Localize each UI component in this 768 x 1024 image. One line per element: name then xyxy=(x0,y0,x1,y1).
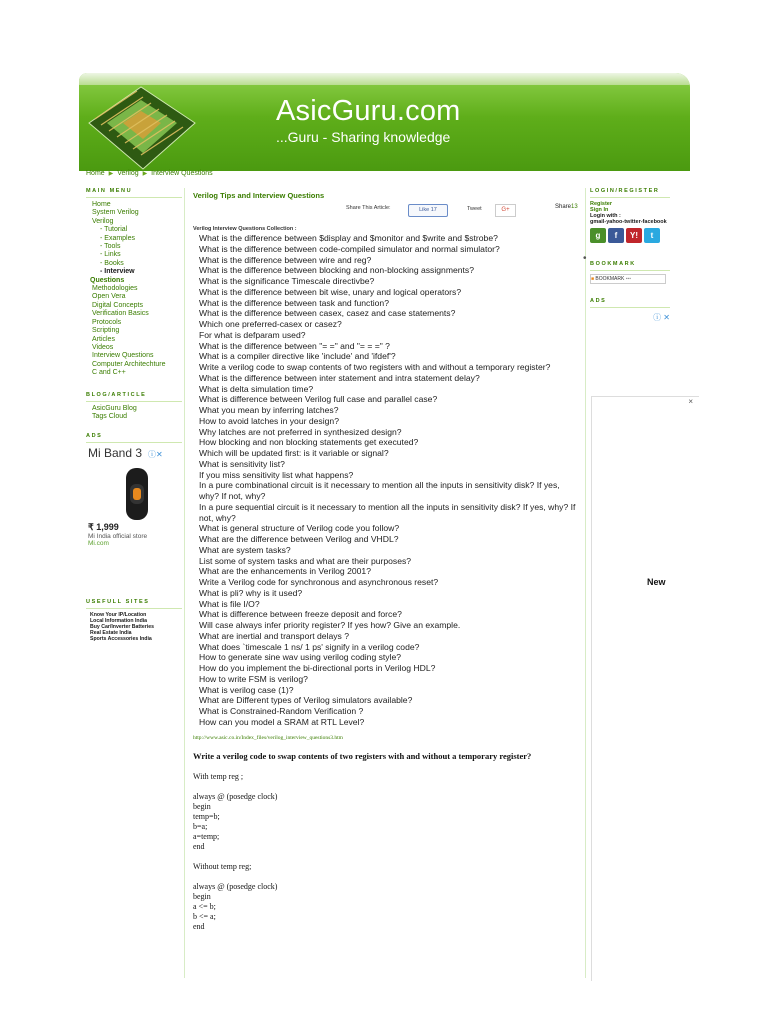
login-with-label: Login with : xyxy=(590,213,621,219)
question-list xyxy=(199,233,579,728)
question-item[interactable]: Write a verilog code to swap contents of two registers with and without a temporary register? xyxy=(199,362,551,372)
facebook-like-button[interactable]: Like 17 xyxy=(408,204,448,217)
google-icon[interactable]: g xyxy=(590,228,606,243)
question-item[interactable]: How blocking and non blocking statements get executed? xyxy=(199,437,419,448)
with-temp-code: always @ (posedge clock) begin temp=b; b=a; a=temp; end xyxy=(193,792,278,851)
menu-item[interactable]: - Examples xyxy=(100,234,136,242)
login-providers: gmail-yahoo-twitter-facebook xyxy=(590,219,667,225)
signin-link[interactable]: Sign In xyxy=(590,207,609,213)
menu-item[interactable]: Digital Concepts xyxy=(92,301,143,309)
ad-title[interactable]: Mi Band 3 xyxy=(88,446,143,461)
menu-item[interactable]: Questions xyxy=(90,276,125,284)
adchoices-icon[interactable]: ⓘ ✕ xyxy=(653,313,670,322)
share-label: Share This Article: xyxy=(346,205,391,211)
blog-link-tags[interactable]: Tags Cloud xyxy=(92,412,128,420)
question-item[interactable]: In a pure combinational circuit is it necessary to mention all the inputs in sensitivity disk? If yes, why? If not, why? xyxy=(199,480,560,501)
share-label-2: Share xyxy=(555,204,572,210)
menu-item[interactable]: System Verilog xyxy=(92,209,139,217)
question-item[interactable]: What is the difference between task and function? xyxy=(199,297,389,308)
left-sidebar xyxy=(86,188,182,642)
question-item[interactable]: What are system tasks? xyxy=(199,544,291,555)
question-item[interactable]: What is the difference between "= =" and "= = =" ? xyxy=(199,340,390,351)
breadcrumb-verilog[interactable]: Verilog xyxy=(117,170,139,177)
menu-item[interactable]: - Interview xyxy=(100,268,135,276)
menu-item[interactable]: Verilog xyxy=(92,217,114,225)
with-temp-label: With temp reg ; xyxy=(193,772,244,781)
menu-item[interactable]: - Tutorial xyxy=(100,226,128,234)
question-item[interactable]: What is sensitivity list? xyxy=(199,458,285,469)
twitter-icon[interactable]: t xyxy=(644,228,660,243)
bookmark-button[interactable] xyxy=(590,274,666,284)
register-link[interactable]: Register xyxy=(590,201,613,207)
ad-new-label: New xyxy=(647,577,666,587)
question-item[interactable]: For what is defparam used? xyxy=(199,329,306,340)
chevron-right-icon: ▶ xyxy=(108,171,114,177)
useful-site-link[interactable]: Real Estate India xyxy=(90,630,132,637)
menu-item[interactable]: Home xyxy=(92,201,111,208)
question-item[interactable]: What are inertial and transport delays ? xyxy=(199,630,349,641)
site-title[interactable]: AsicGuru.com xyxy=(276,95,461,127)
question-item[interactable]: Which will be updated first: is it variable or signal? xyxy=(199,448,389,458)
without-temp-code: always @ (posedge clock) begin a <= b; b <= a; end xyxy=(193,882,278,931)
menu-item[interactable]: Open Vera xyxy=(92,293,126,301)
question-item[interactable]: What is the difference between inter statement and intra statement delay? xyxy=(199,372,480,383)
without-temp-label: Without temp reg; xyxy=(193,862,252,871)
menu-item[interactable]: - Books xyxy=(100,259,124,267)
site-banner xyxy=(79,73,690,171)
question-item[interactable]: Which one preferred-casex or casez? xyxy=(199,319,342,329)
question-item[interactable]: What is pli? why is it used? xyxy=(199,587,303,598)
question-item[interactable]: What is the difference between wire and reg? xyxy=(199,254,372,265)
question-item[interactable]: What is delta simulation time? xyxy=(199,383,314,394)
page-title: Verilog Tips and Interview Questions xyxy=(193,191,325,200)
bookmark-heading: BOOKMARK xyxy=(590,261,670,271)
yahoo-icon[interactable]: Y! xyxy=(626,228,642,243)
main-menu xyxy=(86,201,182,378)
menu-item[interactable]: - Tools xyxy=(100,243,121,251)
breadcrumb-home[interactable]: Home xyxy=(86,170,105,177)
question-item[interactable]: What is the difference between blocking and non-blocking assignments? xyxy=(199,265,475,276)
ad-domain[interactable]: Mi.com xyxy=(88,540,109,548)
question-item[interactable]: What does `timescale 1 ns/ 1 ps' signify in a verilog code? xyxy=(199,641,420,652)
social-login-icons xyxy=(590,228,670,243)
question-item[interactable]: What is difference between freeze deposit and force? xyxy=(199,609,402,620)
menu-item[interactable]: Computer Architechture xyxy=(92,360,166,368)
useful-sites-heading: USEFULL SITES xyxy=(86,599,182,609)
adchoices-icon[interactable]: ⓘ✕ xyxy=(148,450,163,460)
main-menu-heading: MAIN MENU xyxy=(86,188,182,198)
question-item[interactable]: What is verilog case (1)? xyxy=(199,684,294,695)
question-item[interactable]: What is the difference between casex, casez and case statements? xyxy=(199,308,456,319)
question-item[interactable]: What are the enhancements in Verilog 2001? xyxy=(199,566,371,577)
ad-price: ₹ 1,999 xyxy=(88,522,119,533)
question-item[interactable]: What are the difference between Verilog and VHDL? xyxy=(199,534,399,544)
right-sidebar xyxy=(590,188,670,323)
question-item[interactable]: How to generate sine wav using verilog coding style? xyxy=(199,652,402,663)
question-item[interactable]: How do you implement the bi-directional ports in Verilog HDL? xyxy=(199,663,436,673)
answer-title: Write a verilog code to swap contents of two registers with and without a temporary register? xyxy=(193,751,532,761)
question-item[interactable]: What is general structure of Verilog code you follow? xyxy=(199,523,400,534)
blog-heading: BLOG/ARTICLE xyxy=(86,392,182,402)
facebook-icon[interactable]: f xyxy=(608,228,624,243)
collection-heading: Verilog Interview Questions Collection : xyxy=(193,226,297,232)
question-item[interactable]: What is the significance Timescale directivbe? xyxy=(199,276,375,286)
question-item[interactable]: In a pure sequential circuit is it necessary to mention all the inputs in sensitivity disk? If yes, why? If not, why? xyxy=(199,501,576,523)
tweet-button[interactable]: Tweet xyxy=(467,206,482,212)
question-item[interactable]: What you mean by inferring latches? xyxy=(199,405,339,415)
share-count-value: 13 xyxy=(571,204,578,210)
menu-item[interactable]: C and C++ xyxy=(92,369,126,377)
site-tagline: ...Guru - Sharing knowledge xyxy=(276,129,451,145)
question-item[interactable]: What is difference between Verilog full case and parallel case? xyxy=(199,394,438,405)
menu-item[interactable]: Methodologies xyxy=(92,285,138,293)
menu-item[interactable]: Videos xyxy=(92,343,114,351)
google-plus-button[interactable]: G+ xyxy=(495,204,516,217)
ad-store: Mi India official store xyxy=(88,533,148,541)
ad-mi-band[interactable] xyxy=(86,446,182,547)
question-item[interactable]: What are Different types of Verilog simulators available? xyxy=(199,695,413,706)
main-content xyxy=(184,188,586,978)
chevron-right-icon: ▶ xyxy=(142,171,148,177)
question-item[interactable]: Why latches are not preferred in synthesized design? xyxy=(199,426,402,437)
menu-item[interactable]: - Links xyxy=(100,251,121,259)
question-item[interactable]: What is the difference between $display and $monitor and $write and $strobe? xyxy=(199,233,498,243)
chip-logo-icon xyxy=(85,83,197,171)
menu-item[interactable]: Interview Questions xyxy=(92,352,154,360)
menu-item[interactable]: Verification Basics xyxy=(92,310,149,318)
useful-site-link[interactable]: Local Information India xyxy=(90,618,148,625)
right-ads-heading: ADS xyxy=(590,298,670,308)
useful-site-link[interactable]: Know Your IP/Location xyxy=(90,612,147,619)
useful-site-link[interactable]: Sports Accessories India xyxy=(90,636,152,643)
question-item[interactable]: What is the difference between bit wise, unary and logical operators? xyxy=(199,286,462,297)
menu-item[interactable]: Articles xyxy=(92,335,115,343)
menu-item[interactable]: Protocols xyxy=(92,318,122,326)
question-item[interactable]: What is Constrained-Random Verification ? xyxy=(199,706,364,716)
breadcrumb xyxy=(86,170,215,177)
question-item[interactable]: What is the difference between code-compiled simulator and normal simulator? xyxy=(199,243,500,254)
useful-sites-list xyxy=(86,612,182,642)
close-icon[interactable]: × xyxy=(688,397,693,406)
answer-block xyxy=(193,751,578,932)
question-item[interactable]: If you miss sensitivity list what happens? xyxy=(199,469,354,480)
question-item[interactable]: What is file I/O? xyxy=(199,598,260,609)
question-item[interactable]: List some of system tasks and what are their purposes? xyxy=(199,555,412,566)
question-item[interactable]: Write a Verilog code for synchronous and asynchronous reset? xyxy=(199,577,439,587)
question-item[interactable]: How to avoid latches in your design? xyxy=(199,415,339,426)
bookmark-label: BOOKMARK xyxy=(595,276,625,282)
question-item[interactable]: How to write FSM is verilog? xyxy=(199,673,308,684)
share-count[interactable] xyxy=(555,204,578,210)
blog-link-asicguru[interactable]: AsicGuru Blog xyxy=(92,404,137,412)
question-item[interactable]: How can you model a SRAM at RTL Level? xyxy=(199,716,365,727)
bookmark-icon: ■ xyxy=(591,276,595,282)
right-ad-frame[interactable] xyxy=(591,396,699,981)
menu-item[interactable]: Scripting xyxy=(92,327,120,335)
fitness-band-image[interactable] xyxy=(108,466,168,522)
bookmark-services-icon: ▪▪▪ xyxy=(625,276,632,282)
useful-site-link[interactable]: Buy Car/Inverter Batteries xyxy=(90,624,155,631)
breadcrumb-interview[interactable]: Interview Questions xyxy=(151,170,213,177)
question-item[interactable]: Will case always infer priority register? If yes how? Give an example. xyxy=(199,620,461,630)
question-item[interactable]: What is a compiler directive like 'include' and 'ifdef'? xyxy=(199,351,396,362)
login-heading: LOGIN/REGISTER xyxy=(590,188,670,198)
source-url[interactable]: http://www.asic.co.in/Index_files/verilog_interview_questions3.htm xyxy=(193,735,343,741)
separator-dot: • xyxy=(583,253,587,264)
ads-heading: ADS xyxy=(86,433,182,443)
